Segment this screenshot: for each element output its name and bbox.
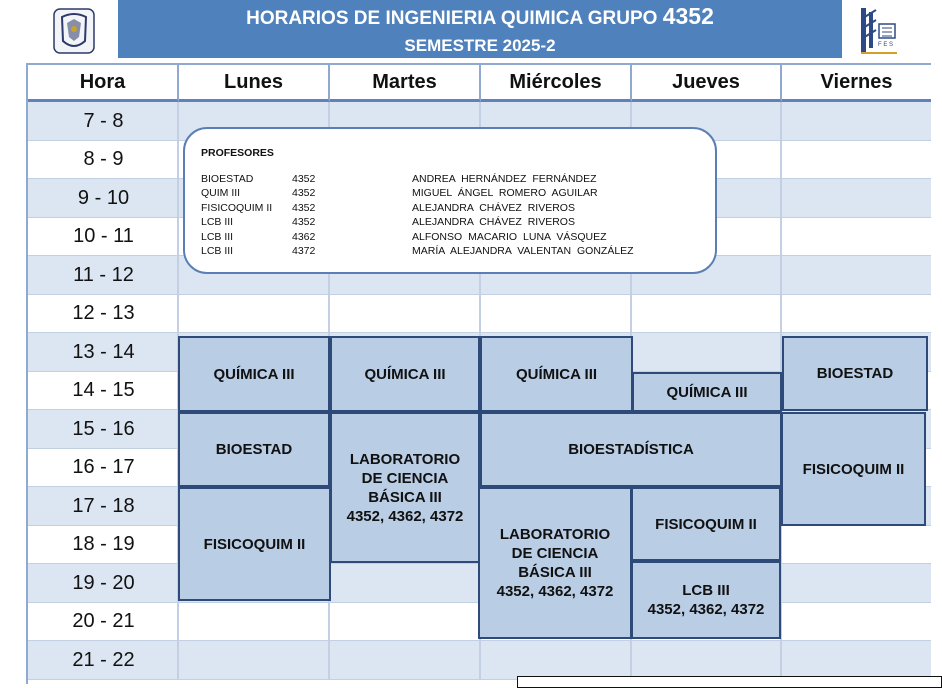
class-line: LCB III <box>682 582 730 599</box>
class-block: BIOESTADÍSTICA <box>480 412 782 487</box>
column-header-jueves: Jueves <box>632 65 782 102</box>
table-cell <box>782 141 931 179</box>
professor-grupo: 4372 <box>292 245 316 257</box>
table-cell <box>632 333 782 371</box>
table-cell <box>782 256 931 294</box>
table-cell <box>330 603 481 641</box>
table-cell <box>179 603 330 641</box>
hour-label: 21 - 22 <box>72 648 135 671</box>
table-cell <box>481 295 632 333</box>
professor-materia: LCB III <box>201 245 234 257</box>
hour-label: 9 - 10 <box>77 186 130 209</box>
professor-grupo: 4352 <box>292 216 316 229</box>
unam-seal-icon <box>52 7 96 55</box>
table-cell <box>481 641 632 679</box>
table-row <box>28 295 931 334</box>
professor-grupo: 4352 <box>292 173 316 185</box>
hour-label: 8 - 9 <box>83 148 124 171</box>
column-header-hora: Hora <box>28 65 179 102</box>
professors-title: PROFESORES <box>201 147 274 159</box>
hour-label: 10 - 11 <box>73 225 134 248</box>
title-prefix: HORARIOS DE INGENIERIA QUIMICA GRUPO <box>246 8 658 29</box>
fes-logo-text: F E S <box>878 42 894 48</box>
class-block <box>631 561 781 639</box>
table-cell <box>782 641 931 679</box>
hour-label: 19 - 20 <box>72 571 135 594</box>
hour-label: 16 - 17 <box>72 456 135 479</box>
class-block: QUÍMICA III <box>330 336 480 412</box>
class-block: QUÍMICA III <box>480 336 633 412</box>
professor-materia: QUIM III <box>201 187 241 200</box>
class-block <box>330 412 480 563</box>
column-header-lunes: Lunes <box>179 65 330 102</box>
class-line: 4352, 4362, 4372 <box>647 601 765 618</box>
table-cell <box>330 564 481 602</box>
hour-label: 11 - 12 <box>73 263 134 286</box>
hour-label: 17 - 18 <box>72 494 135 517</box>
table-cell <box>782 295 931 333</box>
table-cell <box>179 641 330 679</box>
class-block: QUÍMICA III <box>178 336 330 412</box>
table-cell <box>330 641 481 679</box>
class-block: QUÍMICA III <box>632 372 782 412</box>
professor-nombre: ALFONSO MACARIO LUNA VÁSQUEZ <box>412 230 607 243</box>
hour-label: 14 - 15 <box>72 379 135 402</box>
hour-label: 20 - 21 <box>72 610 135 633</box>
class-line: LABORATORIO <box>499 526 611 543</box>
table-cell <box>782 179 931 217</box>
class-block: FISICOQUIM II <box>178 487 331 601</box>
table-cell <box>330 295 481 333</box>
class-block: BIOESTAD <box>782 336 928 411</box>
professor-grupo: 4352 <box>292 187 316 200</box>
footer-note-box <box>517 676 942 688</box>
professor-materia: LCB III <box>201 230 234 243</box>
hour-label: 7 - 8 <box>83 109 124 132</box>
table-cell <box>782 564 931 602</box>
table-cell <box>632 641 782 679</box>
column-header-miercoles: Miércoles <box>481 65 632 102</box>
column-header-martes: Martes <box>330 65 481 102</box>
table-cell <box>782 526 931 564</box>
professor-nombre: MARÍA ALEJANDRA VALENTAN GONZÁLEZ <box>412 245 634 257</box>
class-line: DE CIENCIA <box>361 469 449 487</box>
table-cell <box>179 295 330 333</box>
professor-nombre: ALEJANDRA CHÁVEZ RIVEROS <box>412 201 575 214</box>
semester-label: SEMESTRE 2025-2 <box>404 36 556 55</box>
table-cell <box>782 102 931 140</box>
table-row <box>28 641 931 680</box>
professor-nombre: ANDREA HERNÁNDEZ FERNÁNDEZ <box>412 173 597 185</box>
professor-grupo: 4352 <box>292 201 316 214</box>
hour-label: 13 - 14 <box>72 340 135 363</box>
page-title <box>118 0 842 30</box>
class-line: 4352, 4362, 4372 <box>496 583 614 600</box>
class-block: FISICOQUIM II <box>631 487 781 561</box>
table-cell <box>782 603 931 641</box>
group-number: 4352 <box>662 3 714 29</box>
class-line: DE CIENCIA <box>511 545 599 562</box>
professors-panel <box>183 127 717 274</box>
professor-materia: LCB III <box>201 216 234 229</box>
class-block: BIOESTAD <box>178 412 330 487</box>
fes-zaragoza-logo-icon <box>858 6 900 56</box>
class-block: FISICOQUIM II <box>781 412 926 526</box>
column-header-viernes: Viernes <box>782 65 931 102</box>
professor-nombre: ALEJANDRA CHÁVEZ RIVEROS <box>412 216 575 229</box>
professor-materia: BIOESTAD <box>201 173 254 185</box>
class-line: BÁSICA III <box>368 488 442 506</box>
class-line: 4352, 4362, 4372 <box>346 507 464 525</box>
hour-label: 12 - 13 <box>72 302 135 325</box>
class-block <box>478 487 632 639</box>
professor-grupo: 4362 <box>292 230 316 243</box>
hour-label: 15 - 16 <box>72 417 135 440</box>
professor-nombre: MIGUEL ÁNGEL ROMERO AGUILAR <box>412 187 598 200</box>
hour-label: 18 - 19 <box>72 533 135 556</box>
class-line: BÁSICA III <box>518 564 592 581</box>
table-cell <box>782 218 931 256</box>
table-cell <box>632 295 782 333</box>
professor-materia: FISICOQUIM II <box>201 201 273 214</box>
class-line: LABORATORIO <box>349 450 461 468</box>
title-banner <box>118 0 842 58</box>
